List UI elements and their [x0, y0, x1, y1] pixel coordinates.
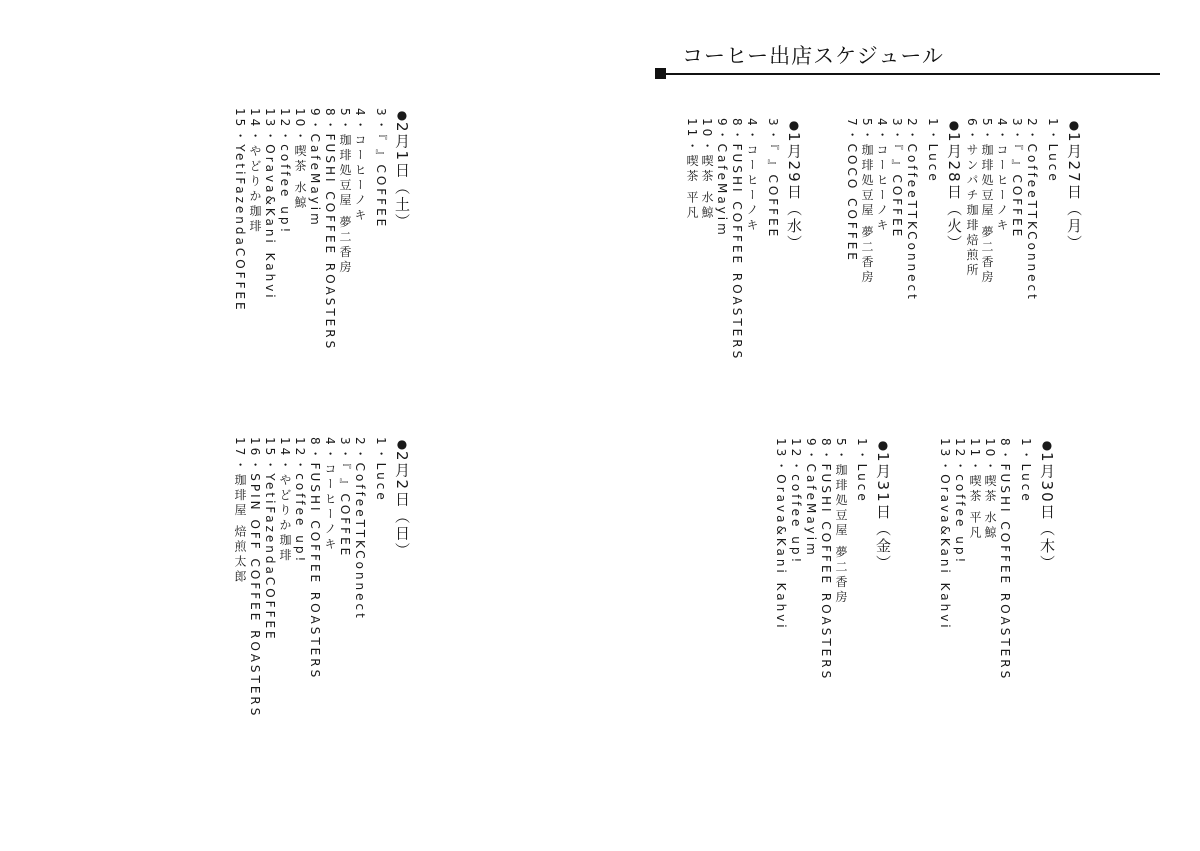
- list-item: 2・CoffeeTTKConnect: [905, 118, 919, 302]
- day-header: 2月2日（日）: [393, 451, 411, 560]
- page-title: コーヒー出店スケジュール: [682, 44, 944, 68]
- day-jan30: [937, 438, 1057, 681]
- day-header: 1月31日（金）: [874, 452, 892, 572]
- list-item: 3・『 』COFFEE: [766, 118, 780, 240]
- day-jan28: [844, 118, 964, 302]
- day-feb1: [232, 108, 412, 351]
- day-header: 1月29日（水）: [785, 132, 803, 252]
- list-item: 1・Luce: [1046, 118, 1060, 184]
- day-header: 2月1日（土）: [393, 122, 411, 231]
- list-item: 8・FUSHI COFFEE ROASTERS: [730, 118, 744, 362]
- day-feb2: [232, 437, 412, 718]
- bullet-icon: ●: [1067, 118, 1081, 132]
- bullet-icon: ●: [876, 438, 890, 452]
- day-header: 1月28日（火）: [945, 132, 963, 252]
- list-item: 10・喫茶 水鯨: [983, 438, 997, 542]
- title-square-marker: [655, 68, 666, 79]
- list-item: 11・喫茶 平凡: [968, 438, 982, 542]
- list-item: 12・coffee up!: [293, 437, 307, 565]
- list-item: 1・Luce: [855, 438, 869, 504]
- list-item: 10・喫茶 水鯨: [293, 108, 307, 212]
- list-item: 8・FUSHI COFFEE ROASTERS: [819, 438, 833, 682]
- list-item: 16・SPIN OFF COFFEE ROASTERS: [248, 437, 262, 719]
- day-header: 1月30日（木）: [1038, 452, 1056, 572]
- day-jan31: [773, 438, 893, 681]
- list-item: 3・『 』COFFEE: [338, 437, 352, 559]
- list-item: 6・サンパチ珈琲焙煎所: [965, 118, 979, 279]
- bullet-icon: ●: [395, 108, 409, 122]
- list-item: 9・CafeMayim: [715, 118, 729, 238]
- list-item: 13・Orava&Kani Kahvi: [938, 438, 952, 631]
- list-item: 9・CafeMayim: [804, 438, 818, 558]
- list-item: 15・YetiFazendaCOFFEE: [233, 108, 247, 313]
- list-item: 5・珈琲処豆屋 夢二香房: [980, 118, 994, 286]
- list-item: 13・Orava&Kani Kahvi: [774, 438, 788, 631]
- list-item: 8・FUSHI COFFEE ROASTERS: [323, 108, 337, 352]
- list-item: 2・CoffeeTTKConnect: [1025, 118, 1039, 302]
- list-item: 3・『 』COFFEE: [890, 118, 904, 240]
- list-item: 15・YetiFazendaCOFFEE: [263, 437, 277, 642]
- list-item: 12・coffee up!: [953, 438, 967, 566]
- list-item: 8・FUSHI COFFEE ROASTERS: [308, 437, 322, 681]
- list-item: 9・CafeMayim: [308, 108, 322, 228]
- list-item: 1・Luce: [926, 118, 940, 184]
- list-item: 4・コーヒーノキ: [875, 118, 889, 234]
- list-item: 3・『 』COFFEE: [1010, 118, 1024, 240]
- list-item: 5・珈琲処豆屋 夢二香房: [860, 118, 874, 286]
- day-jan29: [684, 118, 804, 361]
- list-item: 4・コーヒーノキ: [745, 118, 759, 234]
- list-item: 11・喫茶 平凡: [685, 118, 699, 222]
- list-item: 2・CoffeeTTKConnect: [353, 437, 367, 621]
- list-item: 5・珈琲処豆屋 夢二香房: [338, 108, 352, 276]
- list-item: 3・『 』COFFEE: [374, 108, 388, 230]
- list-item: 13・Orava&Kani Kahvi: [263, 108, 277, 301]
- day-jan27: [964, 118, 1084, 302]
- list-item: 5・珈琲処豆屋 夢二香房: [834, 438, 848, 606]
- list-item: 1・Luce: [1019, 438, 1033, 504]
- list-item: 1・Luce: [374, 437, 388, 503]
- list-item: 4・コーヒーノキ: [353, 108, 367, 224]
- list-item: 14・やどりか珈琲: [248, 108, 262, 235]
- list-item: 12・coffee up!: [789, 438, 803, 566]
- bullet-icon: ●: [1040, 438, 1054, 452]
- list-item: 4・コーヒーノキ: [995, 118, 1009, 234]
- title-underline: [666, 73, 1160, 75]
- list-item: 8・FUSHI COFFEE ROASTERS: [998, 438, 1012, 682]
- bullet-icon: ●: [947, 118, 961, 132]
- bullet-icon: ●: [787, 118, 801, 132]
- list-item: 4・コーヒーノキ: [323, 437, 337, 553]
- list-item: 17・珈琲屋 焙煎太郎: [233, 437, 247, 586]
- list-item: 10・喫茶 水鯨: [700, 118, 714, 222]
- bullet-icon: ●: [395, 437, 409, 451]
- list-item: 14・やどりか珈琲: [278, 437, 292, 564]
- list-item: 12・coffee up!: [278, 108, 292, 236]
- list-item: 7・COCO COFFEE: [845, 118, 859, 263]
- day-header: 1月27日（月）: [1065, 132, 1083, 252]
